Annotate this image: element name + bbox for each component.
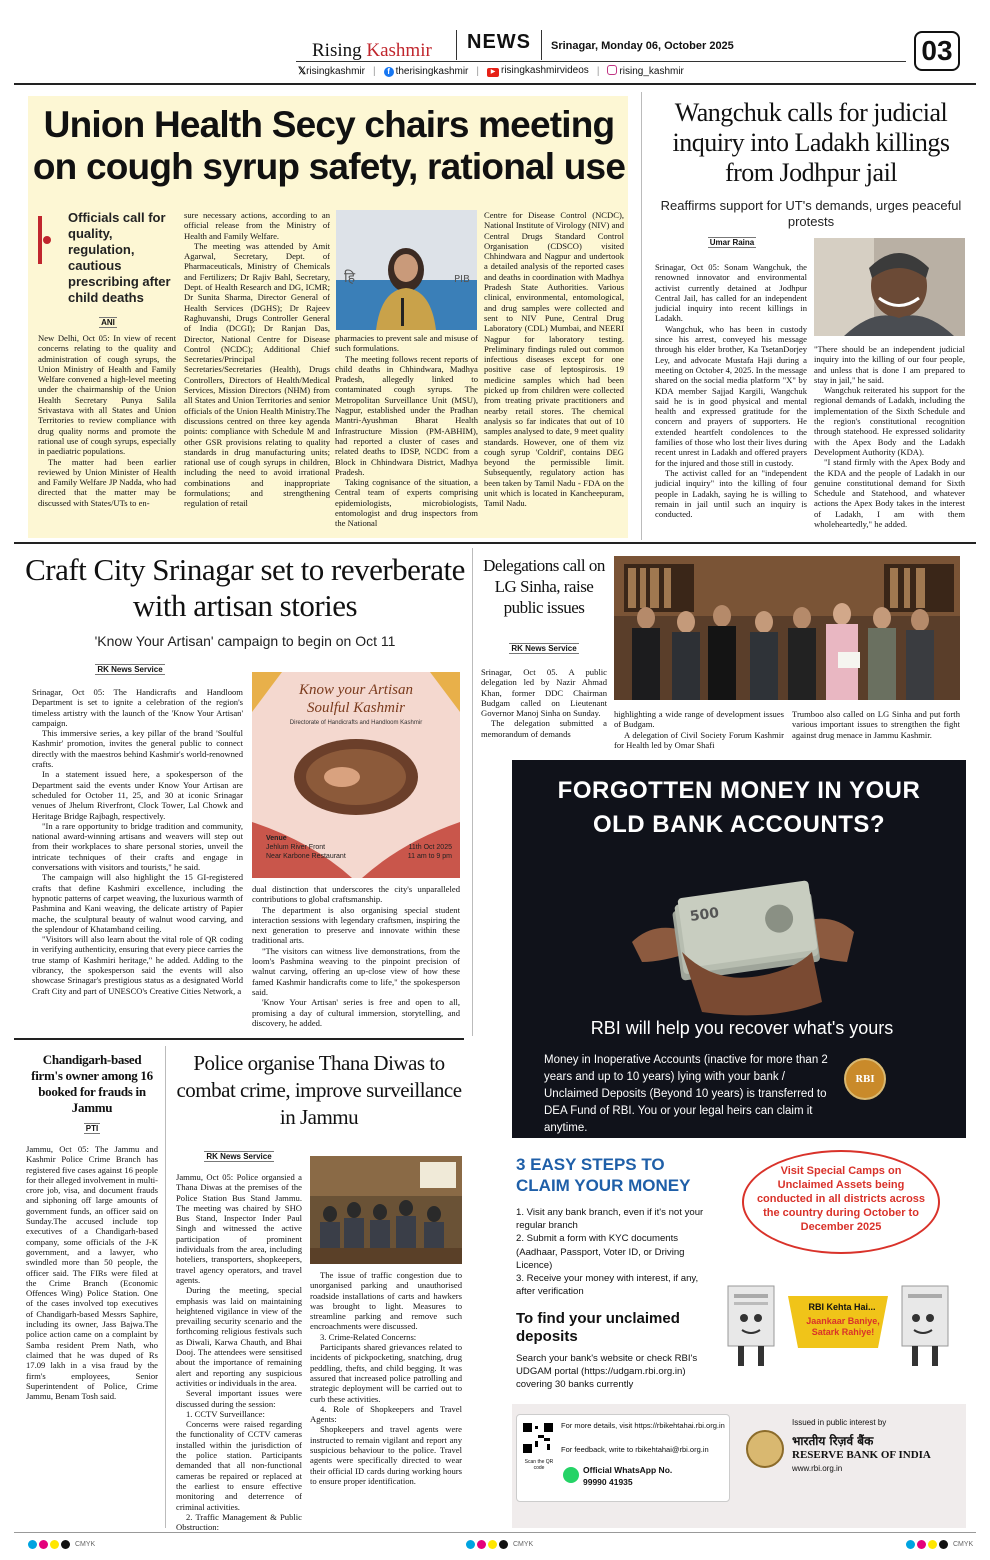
poster-date: 11th Oct 2025 11 am to 9 pm (407, 844, 452, 860)
police-headline: Police organise Thana Diwas to combat crime, improve surveillance in Jammu (176, 1051, 462, 1129)
lead-col-4: Centre for Disease Control (NCDC), National Institute of Virology (NIV) and Central Drugs Standard Control Organisation (CDSCO) visited Chhindwara and Nagpur and undertook a detailed analysis of the reported cases and deaths in coordination with Madhya Pradesh State Authorities. Various clinical, environmental, entomological, and drug samples were collected and sent to NIV Pune, Central Drug Laboratory (CDL) Mumbai, and NEERI Nagpur for laboratory testing. Preliminary findings ruled out common infectious diseases except for one positive case of leptospirosis. 19 medicine samples which had been picked up from children were collected from treating private practitioners and nearby retail stores. The chemical analysis so far indicates that out of 10 samples analysed to date, 9 meet quality standards. However, one of them viz cough syrup 'Coldrif', contains DEG beyond the permissible limit. Subsequently, regulatory action has been taken by Tamil Nadu - FDA on the unit which is located in Kancheepuram, Tamil Nadu. (484, 210, 624, 509)
facebook-icon: f (384, 67, 394, 77)
section-title: NEWS (467, 31, 531, 53)
delegations-headline: Delegations call on LG Sinha, raise public issues (483, 556, 605, 617)
note-value: 500 (688, 905, 721, 925)
page-number: 03 (914, 31, 960, 71)
lead-photo (336, 210, 477, 330)
rbi-name: RESERVE BANK OF INDIA (792, 1449, 931, 1461)
wangchuk-subhead: Reaffirms support for UT's demands, urges peaceful protests (660, 198, 962, 229)
poster-title-1: Know your Artisan (299, 682, 413, 698)
qr-code-icon[interactable] (523, 1423, 553, 1453)
whatsapp-icon (563, 1467, 579, 1483)
whatsapp-label: Official WhatsApp No. (583, 1465, 673, 1475)
delegations-col-2: highlighting a wide range of development issues of Budgam. A delegation of Civil Society Forum Kashmir for Health led by Omar Shafi (614, 709, 784, 750)
masthead-rule (296, 61, 906, 62)
chandigarh-body: Jammu, Oct 05: The Jammu and Kashmir Police Crime Branch has registered five cases against 16 people for their alleged involvement in multi-crore job, visa, and document frauds and siphoning off large amounts of government funds, an officer said on Sunday.The accused include top executives of a Chandigarh-based company, some officials of the J-K government, and a lawyer, who swindled more than 50 people, the officer said. The FIRs were filed at the Crime Branch (Economic Offences Wing) Police Station. One of the cases involved top executives of Chandigarh-based Messrs Saphire, including its owner, Jass Bajwa.The police action came on a complaint by Samba resident Prem Nath, who claimed that he was duped of Rs 17.09 lakh in a visa fraud by the firm's employees, Senior Superintendent of Police, Crime Jammu, Benam Tosh said. (26, 1144, 158, 1402)
wangchuk-byline: Umar Raina (709, 238, 755, 247)
camp-bubble-text: Visit Special Camps on Unclaimed Assets being conducted in all districts across the country during October to December 2025 (756, 1165, 926, 1233)
rbi-ad (512, 760, 966, 1138)
lower-section-divider (14, 1038, 464, 1040)
steps-list (516, 1206, 712, 1298)
poster-dept: Directorate of Handicrafts and Handloom Kashmir (289, 720, 423, 726)
scan-label: Scan the QR code (524, 1459, 554, 1471)
section-divider (14, 542, 976, 544)
artisan-poster (252, 672, 460, 878)
brand-name-a: Rising (312, 40, 362, 61)
x-icon: 𝕏 (298, 65, 307, 77)
rbi-url[interactable]: www.rbi.org.in (792, 1464, 843, 1473)
dateline: Srinagar, Monday 06, October 2025 (551, 40, 734, 52)
delegations-col-1: Srinagar, Oct 05. A public delegation led by Nazir Ahmad Khan, former DDC Chairman Budgam called on Lieutenant Governor Manoj Sinha on Sunday. The delegation submitted a memorandum of demands (481, 667, 607, 739)
footer-mark-2: CMYK (466, 1540, 533, 1549)
steps-title: 3 EASY STEPS TO CLAIM YOUR MONEY (516, 1155, 691, 1195)
masthead-divider (456, 30, 457, 60)
delegations-col-3: Trumboo also called on LG Sinha and put forth various important issues to strengthen the fight against drug menace in Jammu Kashmir. (792, 709, 960, 740)
slogan-2: Jaankaar Baniye, Satark Rahiye! (806, 1316, 880, 1337)
find-body: Search your bank's website or check RBI's UDGAM portal (https://udgam.rbi.org.in) covering 30 banks currently (516, 1353, 698, 1390)
police-photo (310, 1156, 462, 1264)
craft-headline: Craft City Srinagar set to reverberate with artisan stories (25, 552, 465, 623)
police-col-2: The issue of traffic congestion due to unorganised parking and unauthorised roadside installations of carts and hawkers was brought to light. Measures to streamline parking and remove such encroachments were discussed. 3. Crime-Related Concerns: Participants shared grievances related to incidents of pickpocketing, snatching, drug peddling, thefts, and child begging. It was assured that increased police patrolling and strategic deployment will be carried out to curb these activities. 4. Role of Shopkeepers and Travel Agents: Shopkeepers and travel agents were instructed to remain vigilant and report any suspicious behaviour to the police. Travel agents were specifically directed to wear their official ID cards during working hours to ensure proper identification. (310, 1270, 462, 1486)
rbi-hindi: भारतीय रिज़र्व बैंक (792, 1434, 874, 1448)
brand-name-b: Kashmir (366, 40, 432, 61)
wangchuk-col-1: Srinagar, Oct 05: Sonam Wangchuk, the renowned innovator and environmental activist currently detained at Jodhpur Central Jail, has called for an independent judicial inquiry into recent killings in Ladakh. Wangchuk, who has been in custody since his arrest, conveyed his message through his elder brother, Ka TsetanDorjey Ley, and advocate Mustafa Haji during a meeting on October 4, 2025. In the message shared on the social media platform "X" by KDA member Sajjad Kargili, Wangchuk said he is in good physical and mental health and expressed gratitude for the concern and prayers of supporters. He extended heartfelt condolences to the families of those who lost their lives during recent unrest in Ladakh and offered prayers for the injured and those still in custody. The activist called for an "independent judicial inquiry" into the killing of four people in Ladakh, saying he is willing to remain in jail until such an inquiry is conducted. (655, 262, 807, 520)
delegations-byline: RK News Service (511, 644, 577, 653)
social-facebook[interactable]: f therisingkashmir (384, 66, 469, 77)
column-rule (641, 92, 642, 540)
poster-title-2: Soulful Kashmir (307, 700, 405, 716)
pullquote-dot (43, 236, 51, 244)
contact-line-2[interactable]: For feedback, write to rbikehtahai@rbi.org.in (561, 1445, 709, 1454)
pullquote-bar (38, 216, 42, 264)
footer-rule (14, 1532, 976, 1533)
craft-col-2: dual distinction that underscores the city's unparalleled contributions to global craftsmanship. The department is also organising special student interaction sessions with legendary craftsmen, inspiring the next generation to preserve and innovate within these traditional arts. "The visitors can witness live demonstrations, from the loom's Pashmina weaving to the pinpoint precision of walnut carving, offering an up-close view of how these famed Kashmir handicrafts come to life," the spokesperson said. 'Know Your Artisan' series is free and open to all, promising a day of cultural immersion, storytelling, and discovery, he added. (252, 884, 460, 1028)
masthead (0, 0, 990, 86)
rbi-emblem-icon (746, 1430, 784, 1468)
delegations-photo (614, 556, 960, 700)
rbi-ad-lower (512, 1138, 966, 1528)
money-hand-illustration (622, 852, 862, 1022)
svg-text:PIB: PIB (454, 274, 470, 285)
instagram-icon (607, 65, 617, 75)
police-col-1: Jammu, Oct 05: Police organsied a Thana Diwas at the premises of the Police Station Bus Stand Jammu. The meeting was chaired by SHO Bus Stand, Inspector Inder Paul Singh and witnessed the active participation of prominent individuals from the area, including hoteliers, transporters, shopkeepers, travel agency operators, and travel agents. During the meeting, special emphasis was laid on maintaining heightened vigilance in view of the prevailing security scenario and the forthcoming religious festivals such as Diwali, Karwa Chauth, and Bhai Dooj. The attendees were sensitised about the importance of remaining alert and reporting any suspicious activities or individuals in the area. Several important issues were discussed during the session: 1. CCTV Surveillance: Concerns were raised regarding the functionality of CCTV cameras installed within the jurisdiction of the police station. Participants demanded that all non-functional cameras be repaired or replaced at the earliest to ensure effective monitoring and deterrence of criminal activities. 2. Traffic Management & Public Obstruction: (176, 1172, 302, 1533)
ad-headline: FORGOTTEN MONEY IN YOUR OLD BANK ACCOUNTS? (557, 777, 921, 838)
craft-subhead: 'Know Your Artisan' campaign to begin on Oct 11 (94, 633, 396, 649)
footer-mark-1: CMYK (28, 1540, 95, 1549)
lead-headline: Union Health Secy chairs meeting on cough syrup safety, rational use (32, 104, 626, 187)
social-youtube[interactable]: ▶ risingkashmirvideos (487, 65, 589, 77)
chandigarh-byline: PTI (85, 1124, 99, 1133)
find-title: To find your unclaimed deposits (516, 1310, 680, 1345)
ad-seal: RBI (844, 1058, 886, 1100)
masthead-divider-2 (541, 30, 542, 60)
craft-byline: RK News Service (97, 665, 163, 674)
pullquote: Officials call for quality, regulation, cautious prescribing after child deaths (38, 210, 178, 306)
wangchuk-col-2: "There should be an independent judicial inquiry into the killing of our four people, and unless that is done I am prepared to stay in jail," he said. Wangchuk reiterated his support for the regional demands of Ladakh, including the implementation of the Sixth Schedule and the region's constitutional recognition through statehood. He expressed solidarity with the Apex Body and the Ladakh Development Authority (KDA). "I stand firmly with the Apex Body and the KDA and the people of Ladakh in our genuine constitutional demand for Sixth Schedule and Statehood, and whatever actions the Apex Body takes in the interest of Ladakh, I am with them wholeheartedly," he added. (814, 344, 965, 530)
footer-mark-3: CMYK (906, 1540, 973, 1549)
step-3: 3. Receive your money with interest, if any, after verification (516, 1273, 699, 1298)
wangchuk-photo (814, 238, 965, 336)
step-2: 2. Submit a form with KYC documents (Aadhaar, Passport, Voter ID, or Driving Licence) (516, 1233, 685, 1271)
column-rule-3 (165, 1046, 166, 1528)
youtube-icon: ▶ (487, 68, 499, 77)
whatsapp-number[interactable]: 99990 41935 (583, 1477, 633, 1487)
wangchuk-headline: Wangchuk calls for judicial inquiry into Ladakh killings from Jodhpur jail (672, 98, 950, 187)
police-byline: RK News Service (206, 1152, 272, 1161)
slogan-1: RBI Kehta Hai... (808, 1302, 876, 1312)
svg-text:हि: हि (344, 270, 356, 286)
social-x[interactable]: 𝕏risingkashmir (298, 65, 365, 77)
social-bar: 𝕏risingkashmir | f therisingkashmir | ▶ risingkashmirvideos | rising_kashmir (298, 65, 684, 77)
contact-panel (516, 1414, 730, 1502)
lead-byline: ANI (101, 318, 115, 327)
column-rule-2 (472, 548, 473, 1036)
step-1: 1. Visit any bank branch, even if it's not your regular branch (516, 1207, 704, 1232)
lead-col-3: pharmacies to prevent sale and misuse of such formulations. The meeting follows recent reports of child deaths in Chhindwara, Madhya Pradesh, allegedly linked to contaminated cough syrups. The Metropolitan Surveillance Unit (MSU), Nagpur, established under the Pradhan Mantri-Ayushman Bharat Health Infrastructure Mission (PM-ABHIM), had reported a cluster of cases and related deaths to IDSP, NCDC from a Block in Chhindwara District, Madhya Pradesh. Taking cognisance of the situation, a Central team of experts comprising epidemiologists, microbiologists, entomologist and drug inspectors from the National (335, 333, 478, 529)
issued-by: Issued in public interest by (792, 1418, 887, 1427)
lead-col-2: sure necessary actions, according to an official release from the Ministry of Health and Family Welfare. The meeting was attended by Amit Agarwal, Secretary, Dept. of Pharmaceuticals, Ministry of Chemicals and Fertilizers; Dr Rajiv Bahl, Secretary, Dept. of Health Research and DG, ICMR; Dr Sunita Sharma, Director General of Health Services (DGHS); Dr Rajeev Raghuvanshi, Drugs Controller General of India (DCGI); Dr Ranjan Das, Director, National Centre for Disease Control (NCDC); Additional Chief Secretaries/Principal Secretaries/Secretaries (Health), Drugs Controllers, Directors of Health/Medical Services, Mission Directors (NHM) from all States and Union Territories and senior officials of the Union Health Ministry.The discussions centred on three key agenda points: compliance with Schedule M and other GSR provisions relating to quality standards in drug manufacturing units; rational use of cough syrups in children, including the need to avoid irrational combinations and inappropriate formulations; and strengthening regulation of retail (184, 210, 330, 509)
brand-logo (312, 40, 432, 62)
poster-venue: Venue Jehlum River Front Near Karbone Restaurant (266, 835, 346, 860)
social-instagram[interactable]: rising_kashmir (607, 65, 683, 77)
ad-info: Money in Inoperative Accounts (inactive for more than 2 years and up to 10 years) lying with your bank / Unclaimed Deposits (Beyond 10 years) is transferred to DEA Fund of RBI. You or your legal heirs can claim it anytime. (544, 1054, 828, 1134)
ad-tagline: RBI will help you recover what's yours (590, 1018, 894, 1038)
chandigarh-headline: Chandigarh-based firm's owner among 16 booked for frauds in Jammu (31, 1052, 153, 1115)
craft-col-1: Srinagar, Oct 05: The Handicrafts and Handloom Department is set to ignite a celebration of the region's timeless artistry with the launch of the 'Know Your Artisan' campaign. This immersive series, a key pillar of the brand 'Soulful Kashmir' promotion, invites the general public to connect directly with the maestros behind Kashmir's world-renowned crafts. In a statement issued here, a spokesperson of the Department said the events under Know Your Artisan are scheduled for October 11, 25, and 30 at iconic Srinagar venues of Jhelum Riverfront, Clock Tower, Lal Chowk and Heritage Bridge Rajbagh, respectively. "In a rare opportunity to bridge tradition and community, national award-winning artisans and weavers will step out from their workplaces to share personal stories, unveil the intricate techniques of their crafts and engage in conversations with visitors and tourists," he said. The campaign will also highlight the 15 GI-registered crafts that define Kashmiri excellence, including the hypnotic patterns of carpet weaving, the luxurious warmth of Pashmina and Kani weaving, the delicate artistry of Papier mache, the sculptural beauty of walnut wood carving, and the splendour of Khatamband ceiling. "Visitors will also learn about the vital role of QR coding in verifying authenticity, ensuring that every piece carries the true stamp of Kashmiri heritage," he added. Adding to the vibrancy, the spokesperson said the events will also showcase Srinagar's prestigious status as a designated World Craft City and part of UNESCO's Creative Cities Network, a (32, 687, 243, 996)
masthead-bottom-rule (14, 83, 976, 85)
contact-line-1[interactable]: For more details, visit https://rbikehtahai.rbi.org.in (561, 1421, 725, 1430)
lead-col-1: New Delhi, Oct 05: In view of recent concerns relating to the quality and administration of cough syrups, the Union Ministry of Health and Family Welfare convened a high-level meeting under the chairmanship of the Union Health Secretary Punya Salila Srivastava with all States and Union Territories to review compliance with drug quality norms and promote the rational use of cough syrups, especially in paediatric populations. The matter had been earlier reviewed by Union Minister of Health and Family Welfare JP Nadda, who had directed that the matter may be discussed with States/UTs to en- (38, 333, 176, 508)
